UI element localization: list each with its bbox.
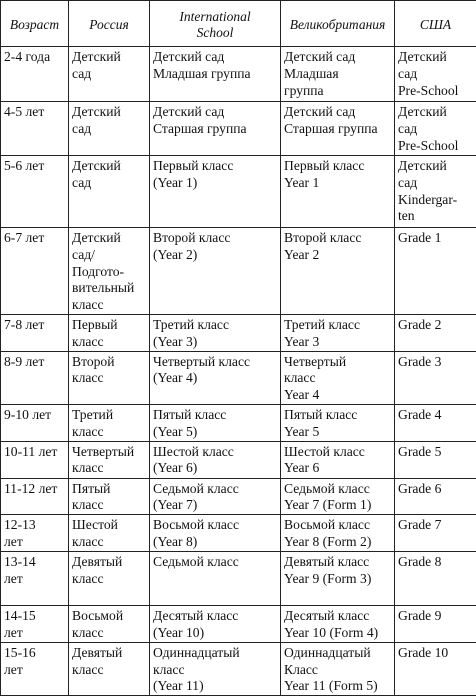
table-row — [1, 102, 476, 156]
cell-age: 11-12 лет — [1, 478, 69, 515]
table-row — [1, 551, 476, 605]
cell-usa: Grade 6 — [395, 478, 476, 515]
cell-age: 9-10 лет — [1, 404, 69, 441]
cell-usa: Grade 10 — [395, 642, 476, 695]
cell-usa: Grade 2 — [395, 315, 476, 352]
cell-russia: Детский сад — [69, 156, 150, 228]
cell-russia: Первый класс — [69, 315, 150, 352]
cell-age: 4-5 лет — [1, 102, 69, 156]
cell-russia: Детский сад — [69, 102, 150, 156]
cell-usa: Grade 3 — [395, 351, 476, 404]
table-body — [1, 47, 476, 696]
cell-international-school: Седьмой класс — [150, 551, 281, 605]
cell-age: 8-9 лет — [1, 351, 69, 404]
table-row — [1, 315, 476, 352]
cell-russia: Второй класс — [69, 351, 150, 404]
cell-russia: Детский сад — [69, 47, 150, 102]
header-uk: Великобритания — [281, 1, 395, 47]
cell-uk: Восьмой класс Year 8 (Form 2) — [281, 515, 395, 552]
cell-russia: Детский сад/ Подгото- вительный класс — [69, 228, 150, 315]
cell-uk: Седьмой класс Year 7 (Form 1) — [281, 478, 395, 515]
cell-age: 12-13 лет — [1, 515, 69, 552]
header-international-school: International School — [150, 1, 281, 47]
cell-uk: Второй класс Year 2 — [281, 228, 395, 315]
cell-international-school: Шестой класс (Year 6) — [150, 441, 281, 478]
cell-usa: Grade 9 — [395, 605, 476, 642]
cell-international-school: Третий класс (Year 3) — [150, 315, 281, 352]
table-row — [1, 441, 476, 478]
cell-russia: Четвертый класс — [69, 441, 150, 478]
cell-age: 13-14 лет — [1, 551, 69, 605]
cell-international-school: Детский сад Старшая группа — [150, 102, 281, 156]
cell-uk: Детский сад Старшая группа — [281, 102, 395, 156]
cell-international-school: Десятый класс (Year 10) — [150, 605, 281, 642]
cell-usa: Grade 4 — [395, 404, 476, 441]
cell-international-school: Второй класс (Year 2) — [150, 228, 281, 315]
header-russia: Россия — [69, 1, 150, 47]
header-usa: США — [395, 1, 476, 47]
cell-international-school: Четвертый класс (Year 4) — [150, 351, 281, 404]
cell-russia: Девятый класс — [69, 551, 150, 605]
cell-russia: Девятый класс — [69, 642, 150, 695]
table-row — [1, 515, 476, 552]
cell-international-school: Седьмой класс (Year 7) — [150, 478, 281, 515]
cell-international-school: Первый класс (Year 1) — [150, 156, 281, 228]
cell-uk: Шестой класс Year 6 — [281, 441, 395, 478]
cell-age: 14-15 лет — [1, 605, 69, 642]
cell-age: 6-7 лет — [1, 228, 69, 315]
table-row — [1, 47, 476, 102]
cell-russia: Третий класс — [69, 404, 150, 441]
cell-usa: Grade 8 — [395, 551, 476, 605]
cell-usa: Grade 5 — [395, 441, 476, 478]
cell-international-school: Детский сад Младшая группа — [150, 47, 281, 102]
table-row — [1, 404, 476, 441]
cell-international-school: Восьмой класс (Year 8) — [150, 515, 281, 552]
cell-international-school: Пятый класс (Year 5) — [150, 404, 281, 441]
cell-uk: Пятый класс Year 5 — [281, 404, 395, 441]
cell-russia: Шестой класс — [69, 515, 150, 552]
cell-uk: Детский сад Младшая группа — [281, 47, 395, 102]
cell-international-school: Одиннадцатый класс (Year 11) — [150, 642, 281, 695]
cell-usa: Grade 1 — [395, 228, 476, 315]
table-row — [1, 228, 476, 315]
cell-uk: Одиннадцатый Класс Year 11 (Form 5) — [281, 642, 395, 695]
cell-usa: Grade 7 — [395, 515, 476, 552]
header-age: Возраст — [1, 1, 69, 47]
cell-uk: Четвертый класс Year 4 — [281, 351, 395, 404]
cell-uk: Девятый класс Year 9 (Form 3) — [281, 551, 395, 605]
table-row — [1, 351, 476, 404]
cell-age: 7-8 лет — [1, 315, 69, 352]
cell-age: 2-4 года — [1, 47, 69, 102]
cell-age: 5-6 лет — [1, 156, 69, 228]
cell-usa: Детский сад Pre-School — [395, 102, 476, 156]
cell-age: 15-16 лет — [1, 642, 69, 695]
table-row — [1, 478, 476, 515]
cell-uk: Первый класс Year 1 — [281, 156, 395, 228]
header-row — [1, 1, 476, 47]
cell-age: 10-11 лет — [1, 441, 69, 478]
cell-russia: Восьмой класс — [69, 605, 150, 642]
cell-uk: Третий класс Year 3 — [281, 315, 395, 352]
table-row — [1, 156, 476, 228]
table-row — [1, 605, 476, 642]
cell-uk: Десятый класс Year 10 (Form 4) — [281, 605, 395, 642]
cell-usa: Детский сад Kindergar- ten — [395, 156, 476, 228]
cell-russia: Пятый класс — [69, 478, 150, 515]
table-row — [1, 642, 476, 695]
cell-usa: Детский сад Pre-School — [395, 47, 476, 102]
